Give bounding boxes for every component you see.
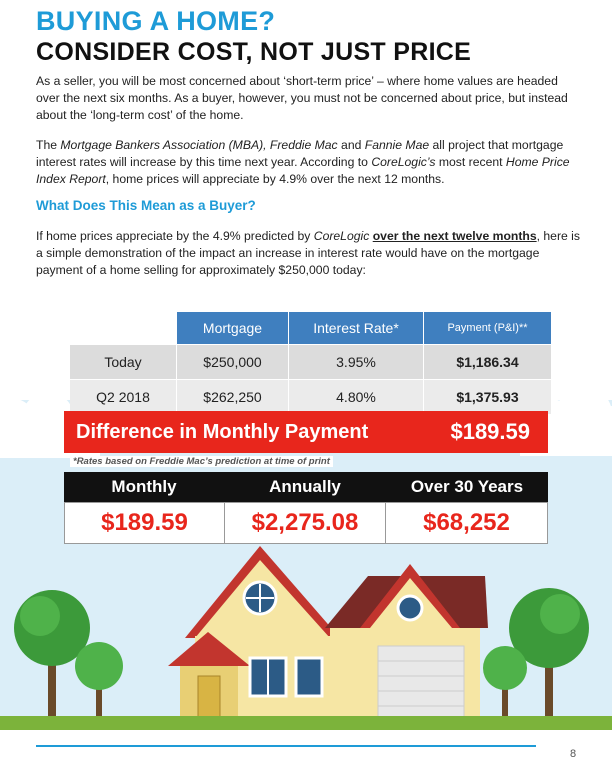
value-annually: $2,275.08 [225, 503, 386, 543]
breakdown-header-row [64, 472, 548, 502]
org-corelogic: CoreLogic’s [371, 155, 436, 169]
org-corelogic: CoreLogic [313, 229, 370, 243]
header-annually: Annually [269, 477, 341, 496]
text-run: , here is a simple demonstration of the impact an increase in interest rate would have on the mortgage payment of a home selling for approximately $250,000 today: [36, 229, 580, 277]
text-run: If home prices appreciate by the 4.9% predicted by [36, 229, 314, 243]
header-30-years: Over 30 Years [410, 477, 524, 496]
house [168, 546, 488, 718]
difference-banner [64, 411, 548, 453]
tree-left-small [75, 642, 123, 718]
emphasis-underlined: over the next twelve months [372, 229, 537, 243]
header-mortgage: Mortgage [177, 312, 289, 344]
header-interest-rate: Interest Rate* [289, 312, 424, 344]
row-label: Q2 2018 [70, 380, 177, 414]
value-monthly: $189.59 [65, 503, 225, 543]
page-number: 8 [570, 748, 577, 760]
report-name: Home Price Index Report [36, 155, 570, 186]
intro-paragraph-2 [36, 137, 584, 188]
cell-payment: $1,375.93 [424, 380, 552, 414]
cell-rate: 3.95% [289, 345, 424, 379]
cell-payment: $1,186.34 [424, 345, 552, 379]
difference-label: Difference in Monthly Payment [76, 420, 369, 443]
rate-footnote: *Rates based on Freddie Mac’s prediction at time of print [70, 456, 333, 467]
value-30-years: $68,252 [423, 509, 510, 536]
ground-strip [0, 716, 612, 730]
table-row [70, 345, 552, 379]
org-names: Mortgage Bankers Association (MBA), Freddie Mac [60, 138, 338, 152]
text-run: The [36, 138, 61, 152]
tree-right-small [483, 646, 527, 718]
section-subheading: What Does This Mean as a Buyer? [36, 198, 256, 213]
intro-paragraph-1: As a seller, you will be most concerned about ‘short-term price’ – where home values are headed over the next six months. As a buyer, however, you must not be concerned about price, but instead about the ‘long-term cost’ of the home. [36, 74, 568, 122]
breakdown-values-row [64, 502, 548, 544]
cell-mortgage: $262,250 [177, 380, 289, 414]
text-run: and [337, 138, 365, 152]
cell-rate: 4.80% [289, 380, 424, 414]
difference-value: $189.59 [450, 419, 530, 444]
org-fannie-mae: Fannie Mae [364, 138, 430, 152]
text-run: all project that mortgage interest rates will increase by this time next year. According to [36, 138, 564, 169]
row-label: Today [70, 345, 177, 379]
text-run: , home prices will appreciate by 4.9% over the next 12 months. [105, 172, 445, 186]
table-row [70, 380, 552, 414]
page-title-line2: CONSIDER COST, NOT JUST PRICE [36, 38, 472, 66]
cell-mortgage: $250,000 [177, 345, 289, 379]
page-title-line1: BUYING A HOME? [36, 6, 276, 36]
footer-divider [36, 745, 536, 747]
text-run: most recent [435, 155, 506, 169]
intro-paragraph-3 [36, 228, 584, 279]
table-header-row [177, 312, 552, 344]
header-payment: Payment (P&I)** [424, 312, 552, 344]
header-monthly: Monthly [111, 477, 177, 496]
